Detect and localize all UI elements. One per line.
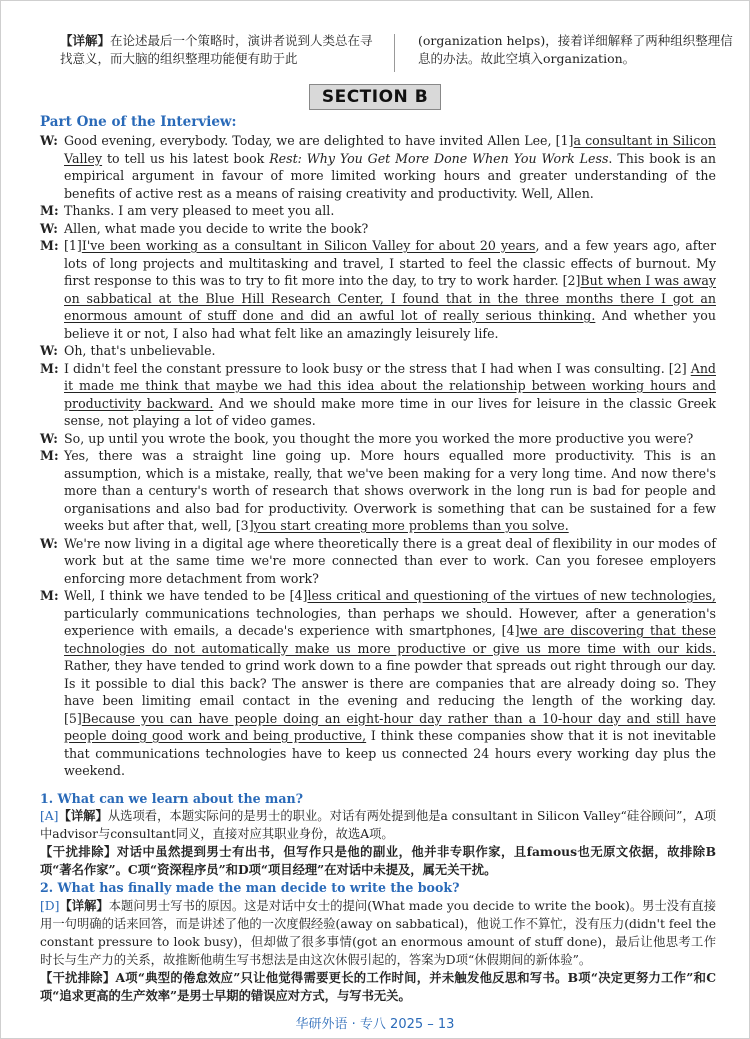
speaker: W:: [40, 220, 58, 236]
speaker: W:: [40, 535, 58, 551]
question-1-title: 1. What can we learn about the man?: [40, 790, 304, 806]
question-2-explanation: [D]【详解】本题问男士写书的原因。这是对话中女士的提问(What made you decide to write the book)。男士没有直接用一句明确的话来回答，而是讲述了他的一次度假经验(away on sabbatical)，他说工作不算忙，没有压力(didn't feel the constant pressure to look busy)，但却做了很多事情(got an enormous amount of stuff done)，最后让他思考工作时长与生产力的关系，故推断他萌生写书想法是由这次休假引起的，答案为D项“休假期间的新体验”。: [40, 897, 716, 967]
dialogue-line: M: I didn't feel the constant pressure to look busy or the stress that I had when I was consulting. [2] And it made me think that maybe we had this idea about the relationship between working hours and productivity backward. And we should make more time in our lives for leisure in the classic Greek sense, not playing a lot of video games.: [40, 360, 716, 428]
transcript-body: [40, 114, 716, 1005]
dialogue-line: M: Yes, there was a straight line going up. More hours equalled more productivity. This is an assumption, which is a mistake, really, that we've been making for a very long time. And now there's more than a century's worth of research that shows overwork in the long run is bad for people and organisations and also bad for productivity. Overwork is something that can be sustained for a few weeks but after that, well, [3]you start creating more problems than you solve.: [40, 448, 716, 533]
column-divider: [394, 34, 395, 72]
speaker: M:: [40, 203, 59, 218]
dialogue-line: W: So, up until you wrote the book, you thought the more you worked the more productive you were?: [40, 430, 694, 446]
dialogue-line: M: Thanks. I am very pleased to meet you all.: [40, 203, 335, 218]
dialogue-line: W: Good evening, everybody. Today, we are delighted to have invited Allen Lee, [1]a consultant in Silicon Valley to tell us his latest book Rest: Why You Get More Done When You Work Less. This book is an empirical argument in favour of more limited working hours and greater understanding of the benefits of active rest as a means of raising creativity and productivity. Well, Allen.: [40, 133, 717, 201]
section-heading: SECTION B: [309, 84, 441, 110]
dialogue-line: W: Oh, that's unbelievable.: [40, 343, 216, 358]
dialogue-line: M: Well, I think we have tended to be [4]less critical and questioning of the virtues of new technologies, particularly communications technologies, than perhaps we should. However, after a generation's experience with emails, a decade's experience with smartphones, [4]we are discovering that these technologies do not automatically make us more productive or give us more time with our kids. Rather, they have tended to grind work down to a fine powder that spreads out right through our day. Is it possible to dial this back? The answer is there are companies that are already doing so. They have been limiting email contact in the evening and reducing the length of the working day. [5]Because you can have people doing an eight-hour day rather than a 10-hour day and still have people doing good work and being productive, I think these companies show that it is not inevitable that communications technologies have to keep us connected 24 hours every working day plus the weekend.: [40, 588, 717, 778]
speaker: M:: [40, 360, 59, 376]
speaker: M:: [40, 448, 59, 463]
section-heading-wrap: [0, 84, 750, 110]
speaker: W:: [40, 133, 58, 148]
dialogue-line: M: [1]I've been working as a consultant in Silicon Valley for about 20 years, and a few years ago, after lots of long projects and multitasking and travel, I started to feel the classic effects of burnout. My first response to this was to try to fit more into the day, to try to work harder. [2]But when I was away on sabbatical at the Blue Hill Research Center, I found that in the three months there I got an enormous amount of stuff done and did an awful lot of really serious thinking. And whether you believe it or not, I also had what felt like an amazingly leisurely life.: [40, 238, 717, 341]
previous-answer-right: (organization helps)，接着详细解释了两种组织整理信息的办法。故此空填入organization。: [418, 33, 733, 66]
answer-tag: [A]: [40, 809, 59, 823]
question-1-explanation: [A]【详解】从选项看，本题实际问的是男士的职业。对话有两处提到他是a consultant in Silicon Valley“硅谷顾问”，A项中advisor与consultant同义，直接对应其职业身份，故选A项。: [40, 808, 716, 841]
dialogue-line: W: We're now living in a digital age where theoretically there is a great deal of flexibility in our modes of work but at the same time we're more connected than ever to work. Can you foresee employers enforcing more detachment from work?: [40, 535, 716, 586]
detail-label: 【详解】: [60, 33, 111, 48]
speaker: M:: [40, 238, 59, 253]
speaker: W:: [40, 430, 58, 446]
previous-answer-left: 【详解】在论述最后一个策略时，演讲者说到人类总在寻找意义，而大脑的组织整理功能便有助于此: [60, 33, 373, 66]
answer-tag: [D]: [40, 898, 60, 913]
speaker: W:: [40, 343, 58, 358]
dialogue-line: W: Allen, what made you decide to write the book?: [40, 220, 369, 236]
question-2-title: 2. What has finally made the man decide to write the book?: [40, 880, 460, 895]
page-footer: 华研外语 · 专八 2025 – 13: [295, 1017, 455, 1032]
part-title: Part One of the Interview:: [40, 114, 237, 130]
previous-answer-block: [60, 32, 733, 74]
question-2-distractor: 【干扰排除】A项“典型的倦怠效应”只让他觉得需要更长的工作时间，并未触发他反思和写书。B项“决定更努力工作”和C项“追求更高的生产效率”是男士早期的错误应对方式，与写书无关。: [40, 969, 716, 1003]
question-1-distractor: 【干扰排除】对话中虽然提到男士有出书，但写作只是他的副业，他并非专职作家，且famous也无原文依据，故排除B项“著名作家”。C项“资深程序员”和D项“项目经理”在对话中未提及，属无关干扰。: [40, 844, 716, 877]
speaker: M:: [40, 588, 59, 603]
